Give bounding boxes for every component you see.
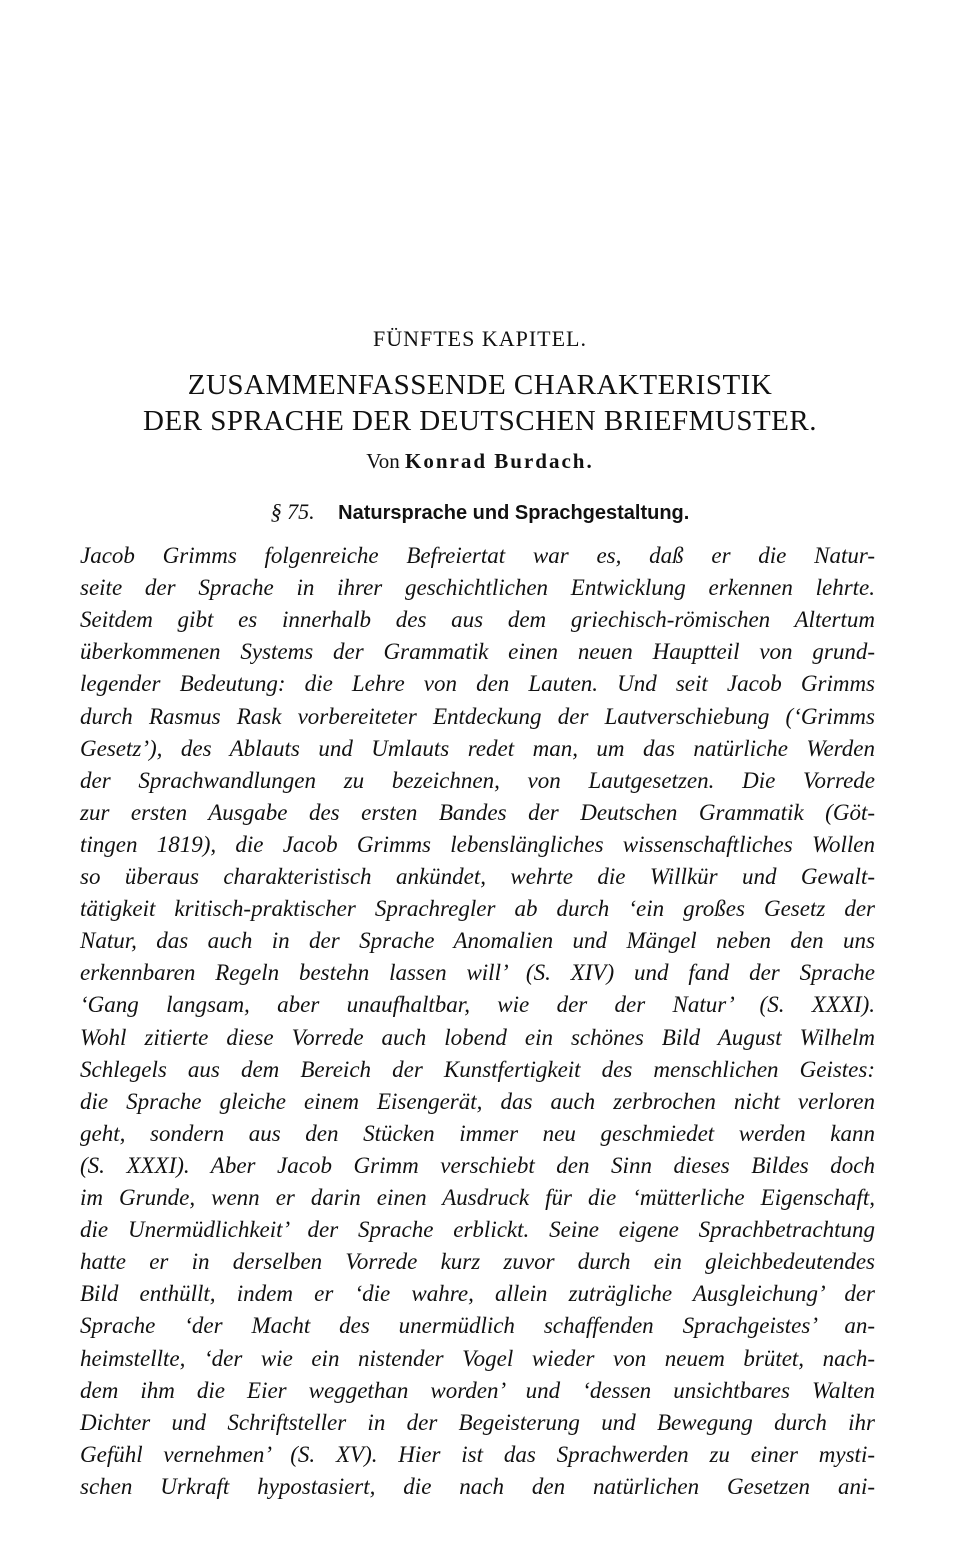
text-line: Schlegels aus dem Bereich der Kunstfertigkeit des menschlichen Geistes: — [80, 1056, 875, 1082]
chapter-label: FÜNFTES KAPITEL. — [372, 326, 587, 351]
author-prefix: Von — [366, 449, 400, 473]
text-line: Sprache ‘der Macht des unermüdlich schaffenden Sprachgeistes’ an- — [80, 1313, 875, 1339]
text-line: schen Urkraft hypostasiert, die nach den natürlichen Gesetzen ani- — [80, 1473, 875, 1499]
text-line: dem ihm die Eier weggethan worden’ und ‘dessen unsichtbares Walten — [80, 1377, 875, 1403]
text-line: ‘Gang langsam, aber unaufhaltbar, wie der der Natur’ (S. XXXI). — [80, 992, 875, 1018]
text-line: heimstellte, ‘der wie ein nistender Vogel wieder von neuem brütet, nach- — [80, 1345, 875, 1371]
text-line: überkommenen Systems der Grammatik einen neuen Hauptteil von grund- — [80, 639, 875, 665]
author-name: Konrad Burdach. — [405, 449, 594, 473]
text-line: Natur, das auch in der Sprache Anomalien und Mängel neben den uns — [80, 928, 875, 954]
text-line: tingen 1819), die Jacob Grimms lebenslängliches wissenschaftliches Wollen — [80, 831, 875, 857]
text-line: geht, sondern aus den Stücken immer neu geschmiedet werden kann — [80, 1120, 875, 1146]
text-line: Jacob Grimms folgenreiche Befreiertat war es, daß er die Natur- — [80, 543, 875, 568]
text-line: Gefühl vernehmen’ (S. XV). Hier ist das Sprachwerden zu einer mysti- — [80, 1441, 875, 1467]
text-line: der Sprachwandlungen zu bezeichnen, von Lautgesetzen. Die Vorrede — [80, 767, 875, 793]
text-line: seite der Sprache in ihrer geschichtlichen Entwicklung erkennen lehrte. — [80, 575, 875, 601]
text-line: erkennbaren Regeln bestehn lassen will’ (S. XIV) und fand der Sprache — [80, 960, 875, 986]
text-line: Wohl zitierte diese Vorrede auch lobend ein schönes Bild August Wilhelm — [80, 1024, 875, 1050]
text-line: tätigkeit kritisch-praktischer Sprachregler ab durch ‘ein großes Gesetz der — [80, 896, 875, 922]
text-line: durch Rasmus Rask vorbereiteter Entdeckung der Lautverschiebung (‘Grimms — [80, 703, 875, 729]
text-line: Dichter und Schriftsteller in der Begeisterung und Bewegung durch ihr — [80, 1409, 875, 1435]
section-heading — [0, 499, 960, 525]
text-line: zur ersten Ausgabe des ersten Bandes der Deutschen Grammatik (Göt- — [80, 799, 875, 825]
text-line: (S. XXXI). Aber Jacob Grimm verschiebt den Sinn dieses Bildes doch — [80, 1152, 875, 1178]
text-line: im Grunde, wenn er darin einen Ausdruck für die ‘mütterliche Eigenschaft, — [80, 1185, 875, 1210]
text-line: Gesetz’), des Ablauts und Umlauts redet man, um das natürliche Werden — [80, 735, 875, 761]
text-line: Bild enthüllt, indem er ‘die wahre, allein zuträgliche Ausgleichung’ der — [80, 1281, 875, 1307]
text-line: so überaus charakteristisch ankündet, wehrte die Willkür und Gewalt- — [80, 864, 875, 889]
text-line: Seitdem gibt es innerhalb des aus dem griechisch-römischen Altertum — [80, 607, 875, 633]
author-line — [0, 449, 960, 474]
section-title: Natursprache und Sprachgestaltung. — [338, 502, 690, 524]
text-line: die Sprache gleiche einem Eisengerät, das auch zerbrochen nicht verloren — [80, 1088, 875, 1114]
chapter-title-line-2: DER SPRACHE DER DEUTSCHEN BRIEFMUSTER. — [143, 405, 817, 437]
text-line: die Unermüdlichkeit’ der Sprache erblickt. Seine eigene Sprachbetrachtung — [80, 1217, 875, 1243]
text-line: hatte er in derselben Vorrede kurz zuvor durch ein gleichbedeutendes — [80, 1249, 875, 1275]
chapter-title-line-1: ZUSAMMENFASSENDE CHARAKTERISTIK — [187, 369, 773, 401]
text-line: legender Bedeutung: die Lehre von den Lauten. Und seit Jacob Grimms — [80, 671, 875, 697]
section-number: § 75. — [270, 499, 315, 524]
